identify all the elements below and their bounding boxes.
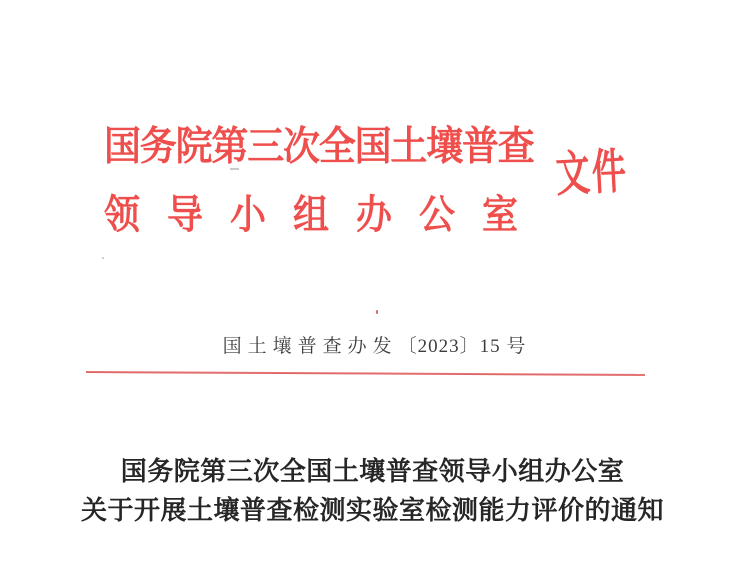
scan-speck (376, 310, 378, 314)
agency-name-line1: 国务院第三次全国土壤普查 (104, 124, 534, 170)
notice-title-line1: 国务院第三次全国土壤普查领导小组办公室 (120, 457, 625, 486)
document-number-issue: 〔2023〕15 号 (397, 336, 527, 357)
notice-title (6, 452, 739, 530)
scan-speck (230, 168, 239, 170)
document-number-agency-abbr: 国土壤普查办发 (222, 336, 398, 357)
red-divider-line (86, 371, 645, 376)
notice-title-line2: 关于开展土壤普查检测实验室检测能力评价的通知 (80, 496, 664, 525)
agency-name-line2: 领导小组办公室 (104, 192, 546, 237)
scan-speck (102, 257, 104, 259)
document-number (10, 336, 739, 359)
doc-type-label: 文件 (554, 146, 630, 203)
